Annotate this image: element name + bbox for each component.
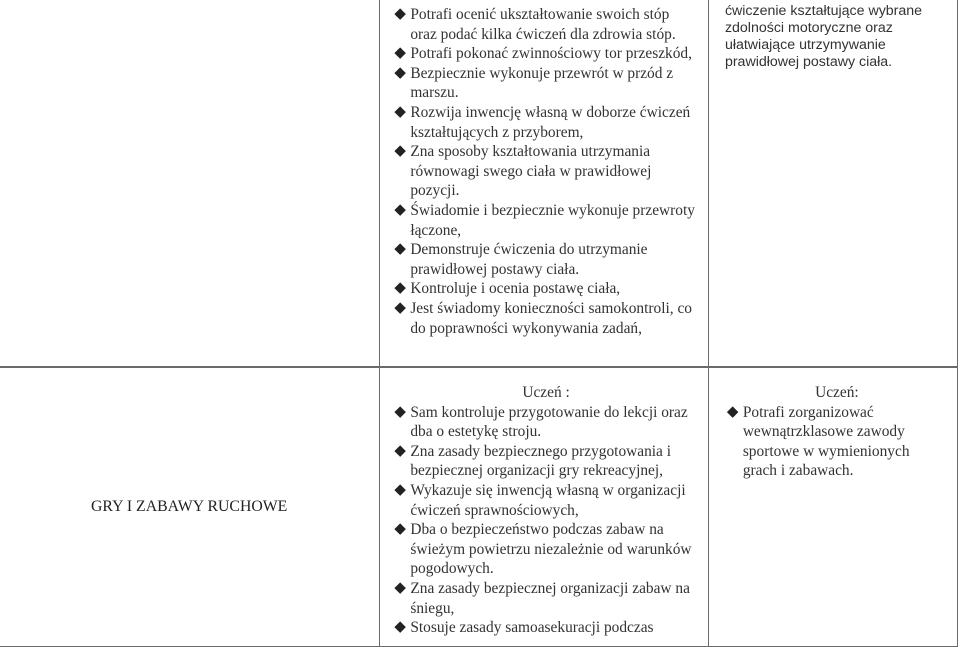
bullet-icon: ◆ — [394, 299, 406, 316]
list-item-text: Demonstruje ćwiczenia do utrzymanie prawidłowej postawy ciała. — [410, 241, 648, 278]
bullet-icon: ◆ — [394, 442, 406, 459]
list-item-text: Potrafi ocenić ukształtowanie swoich stóp oraz podać kilka ćwiczeń dla zdrowia stóp. — [410, 6, 676, 43]
list-item — [394, 579, 697, 618]
cell-category-empty — [0, 0, 380, 368]
table-bottom — [0, 366, 958, 647]
cell-extended-requirements — [708, 367, 957, 647]
cell-skills — [380, 0, 709, 368]
basic-list — [394, 403, 697, 638]
list-item-text: Dba o bezpieczeństwo podczas zabaw na świeżym powietrzu niezależnie od warunków pogodowych. — [410, 521, 692, 578]
cell-extended-skills — [708, 0, 957, 368]
list-item-text: Bezpiecznie wykonuje przewrót w przód z marszu. — [410, 64, 674, 102]
bullet-icon: ◆ — [394, 481, 406, 498]
bullet-icon: ◆ — [394, 201, 406, 218]
list-item — [394, 481, 697, 520]
list-item-text: Zna zasady bezpiecznego przygotowania i bezpiecznej organizacji gry rekreacyjnej, — [410, 442, 672, 480]
bullet-icon: ◆ — [394, 579, 406, 596]
basic-header: Uczeń : — [522, 384, 570, 401]
list-item-text: Świadomie i bezpiecznie wykonuje przewroty łączone, — [410, 201, 695, 239]
list-item — [394, 299, 698, 338]
bullet-icon: ◆ — [726, 403, 739, 420]
bullet-icon: ◆ — [394, 45, 406, 62]
list-item — [727, 403, 947, 481]
list-item-text: Jest świadomy konieczności samokontroli, co do poprawności wykonywania zadań, — [410, 299, 692, 337]
list-item — [394, 240, 698, 279]
list-item-text: Stosuje zasady samoasekuracji podczas — [410, 619, 654, 637]
list-item — [394, 403, 697, 442]
list-item-text: Kontroluje i ocenia postawę ciała, — [410, 280, 621, 298]
list-item — [394, 442, 697, 481]
extended-header: Uczeń: — [815, 384, 859, 401]
bullet-icon: ◆ — [394, 403, 406, 420]
list-item — [394, 64, 698, 103]
list-item-text: Potrafi zorganizować wewnątrzklasowe zawody sportowe w wymienionych grach i zabawach. — [742, 403, 910, 480]
list-item-text: Zna sposoby kształtowania utrzymania równowagi swego ciała w prawidłowej pozycji. — [410, 143, 652, 200]
extended-list — [727, 403, 947, 481]
list-item — [394, 103, 698, 142]
list-item — [394, 5, 698, 44]
bullet-icon: ◆ — [394, 619, 406, 636]
list-item — [394, 618, 697, 638]
bullet-icon: ◆ — [394, 103, 406, 120]
cell-basic-requirements — [380, 367, 708, 647]
extended-skills-text: ćwiczenie kształtujące wybrane zdolności motoryczne oraz ułatwiające utrzymywanie prawidłowej postawy ciała. — [724, 3, 923, 70]
list-item — [394, 520, 697, 579]
list-item-text: Sam kontroluje przygotowanie do lekcji oraz dba o estetykę stroju. — [410, 403, 688, 441]
list-item — [394, 201, 698, 240]
list-item-text: Rozwija inwencję własną w doborze ćwiczeń kształtujących z przyborem, — [410, 103, 691, 141]
category-title: GRY I ZABAWY RUCHOWE — [91, 497, 288, 515]
bullet-icon: ◆ — [394, 241, 406, 258]
bullet-icon: ◆ — [394, 64, 406, 81]
bullet-icon: ◆ — [394, 521, 406, 538]
bullet-icon: ◆ — [394, 143, 406, 160]
list-item — [394, 279, 698, 299]
bullet-icon: ◆ — [394, 6, 406, 22]
category-cell — [0, 367, 380, 647]
list-item-text: Zna zasady bezpiecznej organizacji zabaw na śniegu, — [410, 579, 690, 617]
list-item-text: Potrafi pokonać zwinnościowy tor przeszkód, — [410, 45, 692, 63]
bullet-icon: ◆ — [394, 280, 406, 297]
list-item — [394, 142, 698, 201]
skills-list — [394, 5, 698, 338]
list-item-text: Wykazuje się inwencją własną w organizacji ćwiczeń sprawnościowych, — [410, 481, 686, 519]
list-item — [394, 44, 698, 64]
